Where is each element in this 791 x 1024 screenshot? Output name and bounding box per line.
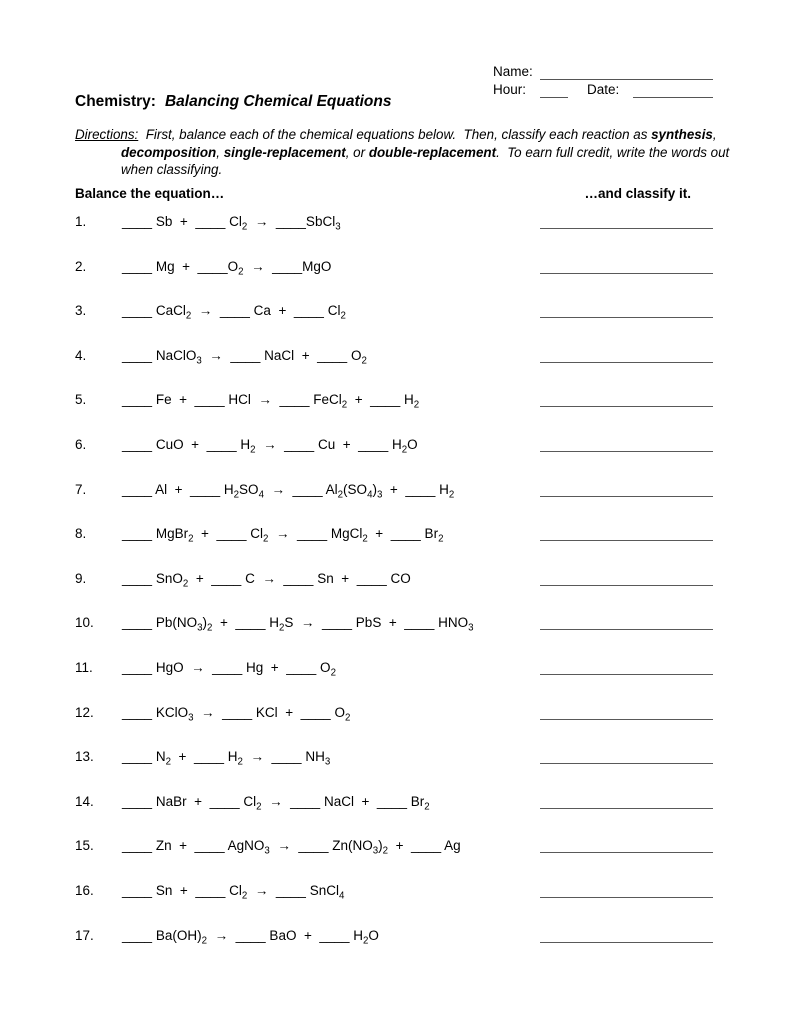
classify-blank [540, 748, 713, 764]
equation-text: ____ Zn + ____ AgNO$_3$ → ____ $Zn(NO_3)_2$ + ____ Ag [122, 838, 461, 858]
problem-row [75, 748, 715, 768]
classify-blank [540, 391, 713, 407]
equation-text: ____ Al + ____ $H_2SO_4$ → ____ $Al_2(SO_4)_3$ + ____ $H_2$ [122, 481, 455, 501]
equation-text: ____ SnO$_2$ + ____ C → ____ Sn + ____ CO [122, 570, 411, 590]
problem-number: 17. [75, 927, 94, 943]
problem-number: 8. [75, 526, 87, 542]
directions-line: decomposition, single-replacement, or double-replacement. To earn full credit, write the words out [121, 144, 730, 160]
equation-text: ____ KClO$_3$ → ____ KCl + ____ $O_2$ [122, 704, 351, 724]
column-header-classify: …and classify it. [584, 186, 691, 201]
problem-row [75, 659, 715, 679]
column-header-balance: Balance the equation… [75, 186, 225, 201]
problem-row [75, 302, 715, 322]
equation-text: ____ CuO + ____ $H_2$ → ____ Cu + ____ $H_2O$ [122, 437, 418, 456]
title-prefix: Chemistry: [75, 93, 156, 110]
classify-blank [540, 347, 713, 363]
equation-text: ____ NaClO$_3$ → ____ NaCl + ____ $O_2$ [122, 347, 367, 367]
name-label: Name: [493, 64, 533, 79]
problem-row [75, 436, 715, 456]
problem-number: 12. [75, 704, 94, 720]
problem-number: 1. [75, 214, 87, 229]
problem-row [75, 525, 715, 545]
problem-row [75, 614, 715, 634]
classify-blank [540, 704, 713, 720]
equation-text: ____ $Mg + \_\_\_\_O_2$ → ____MgO [122, 258, 332, 278]
problem-row [75, 258, 715, 278]
classify-blank [540, 570, 713, 586]
classify-blank [540, 882, 713, 898]
problem-row [75, 882, 715, 902]
problem-row [75, 213, 715, 233]
problem-number: 7. [75, 481, 87, 497]
problem-number: 14. [75, 793, 94, 809]
problem-number: 6. [75, 437, 87, 452]
equation-text: ____ Sn + ____ $Cl_2$ → ____ SnCl$_4$ [122, 883, 345, 902]
directions-line: when classifying. [121, 162, 223, 178]
classify-blank [540, 614, 713, 630]
equation-text: ____ $Pb(NO_3)_2$ + ____ $H_2S$ → ____ PbS + ____ $HNO_3$ [122, 615, 474, 635]
equation-text: ____ HgO → ____ Hg + ____ $O_2$ [122, 660, 336, 679]
directions-line: Directions: First, balance each of the chemical equations below. Then, classify each reaction as synthesis, [75, 127, 717, 142]
classify-blank [540, 659, 713, 675]
problem-row [75, 347, 715, 367]
problem-row [75, 570, 715, 590]
problem-number: 5. [75, 392, 87, 408]
problem-row [75, 391, 715, 411]
problem-row [75, 793, 715, 813]
equation-text: ____ CaCl$_2$ → ____ Ca + ____ $Cl_2$ [122, 303, 346, 322]
equation-text: ____ NaBr + ____ $Cl_2$ → ____ NaCl + ____ $Br_2$ [122, 793, 430, 813]
problem-row [75, 837, 715, 857]
problem-number: 11. [75, 660, 93, 675]
equation-text: ____ MgBr$_2$ + ____ $Cl_2$ → ____ MgCl$_2$ + ____ $Br_2$ [122, 526, 444, 545]
equation-text: ____ $Ba(OH)_2$ → ____ BaO + ____ $H_2O$ [122, 927, 379, 947]
problem-number: 15. [75, 838, 94, 854]
title-main: Balancing Chemical Equations [164, 93, 392, 110]
classify-blank [540, 927, 713, 943]
problem-number: 13. [75, 749, 94, 765]
classify-blank [540, 213, 713, 229]
problem-number: 9. [75, 570, 87, 586]
equation-text: ____ $N_2$ + ____ $H_2$ → ____ $NH_3$ [122, 749, 331, 768]
classify-blank [540, 481, 713, 497]
problem-row [75, 481, 715, 501]
problem-number: 10. [75, 615, 94, 631]
problem-number: 3. [75, 303, 87, 319]
hour-label: Hour: [493, 82, 527, 97]
classify-blank [540, 258, 713, 274]
classify-blank [540, 436, 713, 452]
classify-blank [540, 302, 713, 318]
problem-row [75, 927, 715, 947]
classify-blank [540, 793, 713, 809]
classify-blank [540, 837, 713, 853]
equation-text: ____ Sb + ____ $Cl_2$ → ____SbCl$_3$ [122, 214, 341, 233]
equation-text: ____ Fe + ____ HCl → ____ FeCl$_2$ + ____ $H_2$ [122, 392, 420, 412]
problem-number: 2. [75, 258, 87, 274]
problem-row [75, 704, 715, 724]
problem-number: 16. [75, 883, 94, 898]
date-label: Date: [587, 82, 620, 97]
problem-number: 4. [75, 347, 87, 363]
classify-blank [540, 525, 713, 541]
